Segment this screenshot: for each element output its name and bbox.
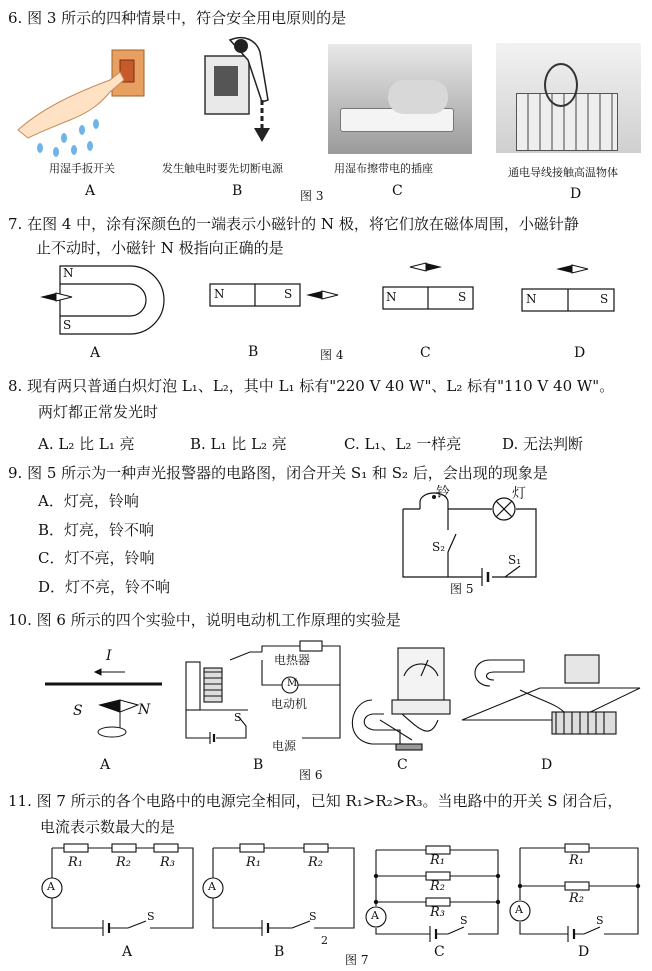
q10-letter-a: A	[100, 757, 111, 773]
q8-option-c: C. L₁、L₂ 一样亮	[344, 435, 462, 453]
q11-b-r1: R₁	[246, 855, 261, 870]
q11-b-r2: R₂	[308, 855, 323, 870]
q9-option-c: C．灯不亮，铃响	[38, 549, 155, 567]
q11-b-stray-number: 2	[321, 934, 328, 947]
q6-cut-power-illustration	[205, 38, 270, 142]
q9-figure-label: 图 5	[450, 582, 474, 596]
q6-caption-c: 用湿布擦带电的插座	[334, 162, 433, 175]
q9-s1-label: S₁	[508, 553, 522, 567]
q9-option-d: D．灯不亮，铃不响	[38, 578, 171, 596]
q7-a-pole-s: S	[63, 318, 72, 332]
q7-b-pole-s: S	[284, 287, 293, 301]
q8-stem-line1: 8. 现有两只普通白炽灯泡 L₁、L₂，其中 L₁ 标有"220 V 40 W"、L₂ 标有"110 V 40 W"。	[8, 377, 615, 395]
q9-lamp-label: 灯	[512, 486, 526, 502]
q6-heater-photo	[496, 43, 641, 153]
q9-stem: 9. 图 5 所示为一种声光报警器的电路图，闭合开关 S₁ 和 S₂ 后，会出现的现象是	[8, 464, 548, 482]
q10-letter-d: D	[541, 757, 553, 773]
q8-stem-line2: 两灯都正常发光时	[38, 403, 159, 421]
q7-b-pole-n: N	[214, 287, 225, 301]
q7-letter-a: A	[90, 345, 101, 361]
q7-stem-line2: 止不动时，小磁针 N 极指向正确的是	[36, 239, 284, 257]
q11-a-ammeter: A	[47, 880, 55, 893]
q7-letter-b: B	[248, 344, 259, 360]
q6-letter-b: B	[232, 183, 243, 199]
q10-compass-s: S	[73, 703, 83, 719]
q11-d-ammeter: A	[515, 903, 523, 916]
q10-stem: 10. 图 6 所示的四个实验中，说明电动机工作原理的实验是	[8, 611, 401, 629]
q6-letter-a: A	[85, 183, 96, 199]
q10-d-motor-setup	[462, 655, 640, 734]
q7-stem-line1: 7. 在图 4 中，涂有深颜色的一端表示小磁针的 N 极，将它们放在磁体周围，小磁针静	[8, 215, 579, 233]
q11-stem-line1: 11. 图 7 所示的各个电路中的电源完全相同，已知 R₁>R₂>R₃。当电路中的开关 S 闭合后，	[8, 792, 623, 810]
q11-b-ammeter: A	[208, 880, 216, 893]
q11-a-r2: R₂	[116, 855, 131, 870]
q11-d-r1: R₁	[569, 853, 584, 868]
q11-letter-c: C	[434, 944, 445, 960]
q11-c-switch: S	[460, 914, 468, 927]
q6-letter-c: C	[392, 183, 403, 199]
q10-letter-b: B	[253, 757, 264, 773]
q11-c-r3: R₃	[430, 905, 445, 920]
q6-wet-hand-illustration	[18, 50, 144, 157]
q10-motor-label: 电动机	[271, 697, 308, 711]
q10-switch-label: S	[234, 711, 242, 724]
q10-b-relay-circuit	[186, 641, 340, 744]
q6-letter-d: D	[570, 186, 582, 202]
q7-d-pole-n: N	[526, 292, 537, 306]
q11-figure-label: 图 7	[345, 953, 369, 967]
q7-c-pole-n: N	[386, 290, 397, 304]
q11-letter-d: D	[578, 944, 590, 960]
q9-option-b: B．灯亮，铃不响	[38, 521, 155, 539]
q8-option-b: B. L₁ 比 L₂ 亮	[190, 435, 287, 453]
q10-figure-label: 图 6	[299, 768, 323, 782]
q7-needle-a	[40, 293, 72, 301]
q7-needle-d	[556, 265, 588, 273]
q10-heater-label: 电热器	[274, 653, 311, 667]
q7-needle-c	[410, 263, 442, 271]
q6-caption-b: 发生触电时要先切断电源	[162, 162, 283, 175]
q6-caption-a: 用湿手扳开关	[49, 162, 115, 175]
q10-power-label: 电源	[272, 739, 297, 753]
q6-figure-label: 图 3	[300, 189, 324, 203]
q11-a-switch: S	[147, 910, 155, 923]
q10-c-galvanometer	[352, 648, 450, 750]
q6-socket-photo	[328, 44, 472, 154]
q8-option-d: D. 无法判断	[502, 435, 584, 453]
q11-stem-line2: 电流表示数最大的是	[40, 818, 176, 836]
q9-bell-label: 铃	[436, 485, 450, 501]
q6-stem: 6. 图 3 所示的四种情景中，符合安全用电原则的是	[8, 9, 347, 27]
q11-a-r3: R₃	[160, 855, 175, 870]
q10-current-label: I	[106, 648, 112, 664]
q11-c-r2: R₂	[430, 879, 445, 894]
q7-letter-c: C	[420, 345, 431, 361]
q11-c-ammeter: A	[371, 909, 379, 922]
q7-figure-label: 图 4	[320, 348, 344, 362]
q7-letter-d: D	[574, 345, 586, 361]
q9-s2-label: S₂	[432, 540, 446, 554]
q10-compass-n: N	[138, 702, 151, 718]
q11-letter-a: A	[122, 944, 133, 960]
q8-option-a: A. L₂ 比 L₁ 亮	[38, 435, 135, 453]
q10-letter-c: C	[397, 757, 408, 773]
q7-d-pole-s: S	[600, 292, 609, 306]
q7-a-pole-n: N	[63, 266, 74, 280]
q7-c-pole-s: S	[458, 290, 467, 304]
q11-d-r2: R₂	[569, 891, 584, 906]
q6-caption-d: 通电导线接触高温物体	[508, 166, 618, 179]
q7-needle-b	[306, 291, 338, 299]
q7-u-magnet	[60, 266, 164, 334]
q11-letter-b: B	[274, 944, 285, 960]
q9-option-a: A．灯亮，铃响	[38, 492, 139, 510]
q11-a-r1: R₁	[68, 855, 83, 870]
q11-c-r1: R₁	[430, 853, 445, 868]
q11-d-switch: S	[596, 914, 604, 927]
q10-motor-symbol: M	[287, 678, 298, 689]
q11-b-switch: S	[309, 910, 317, 923]
